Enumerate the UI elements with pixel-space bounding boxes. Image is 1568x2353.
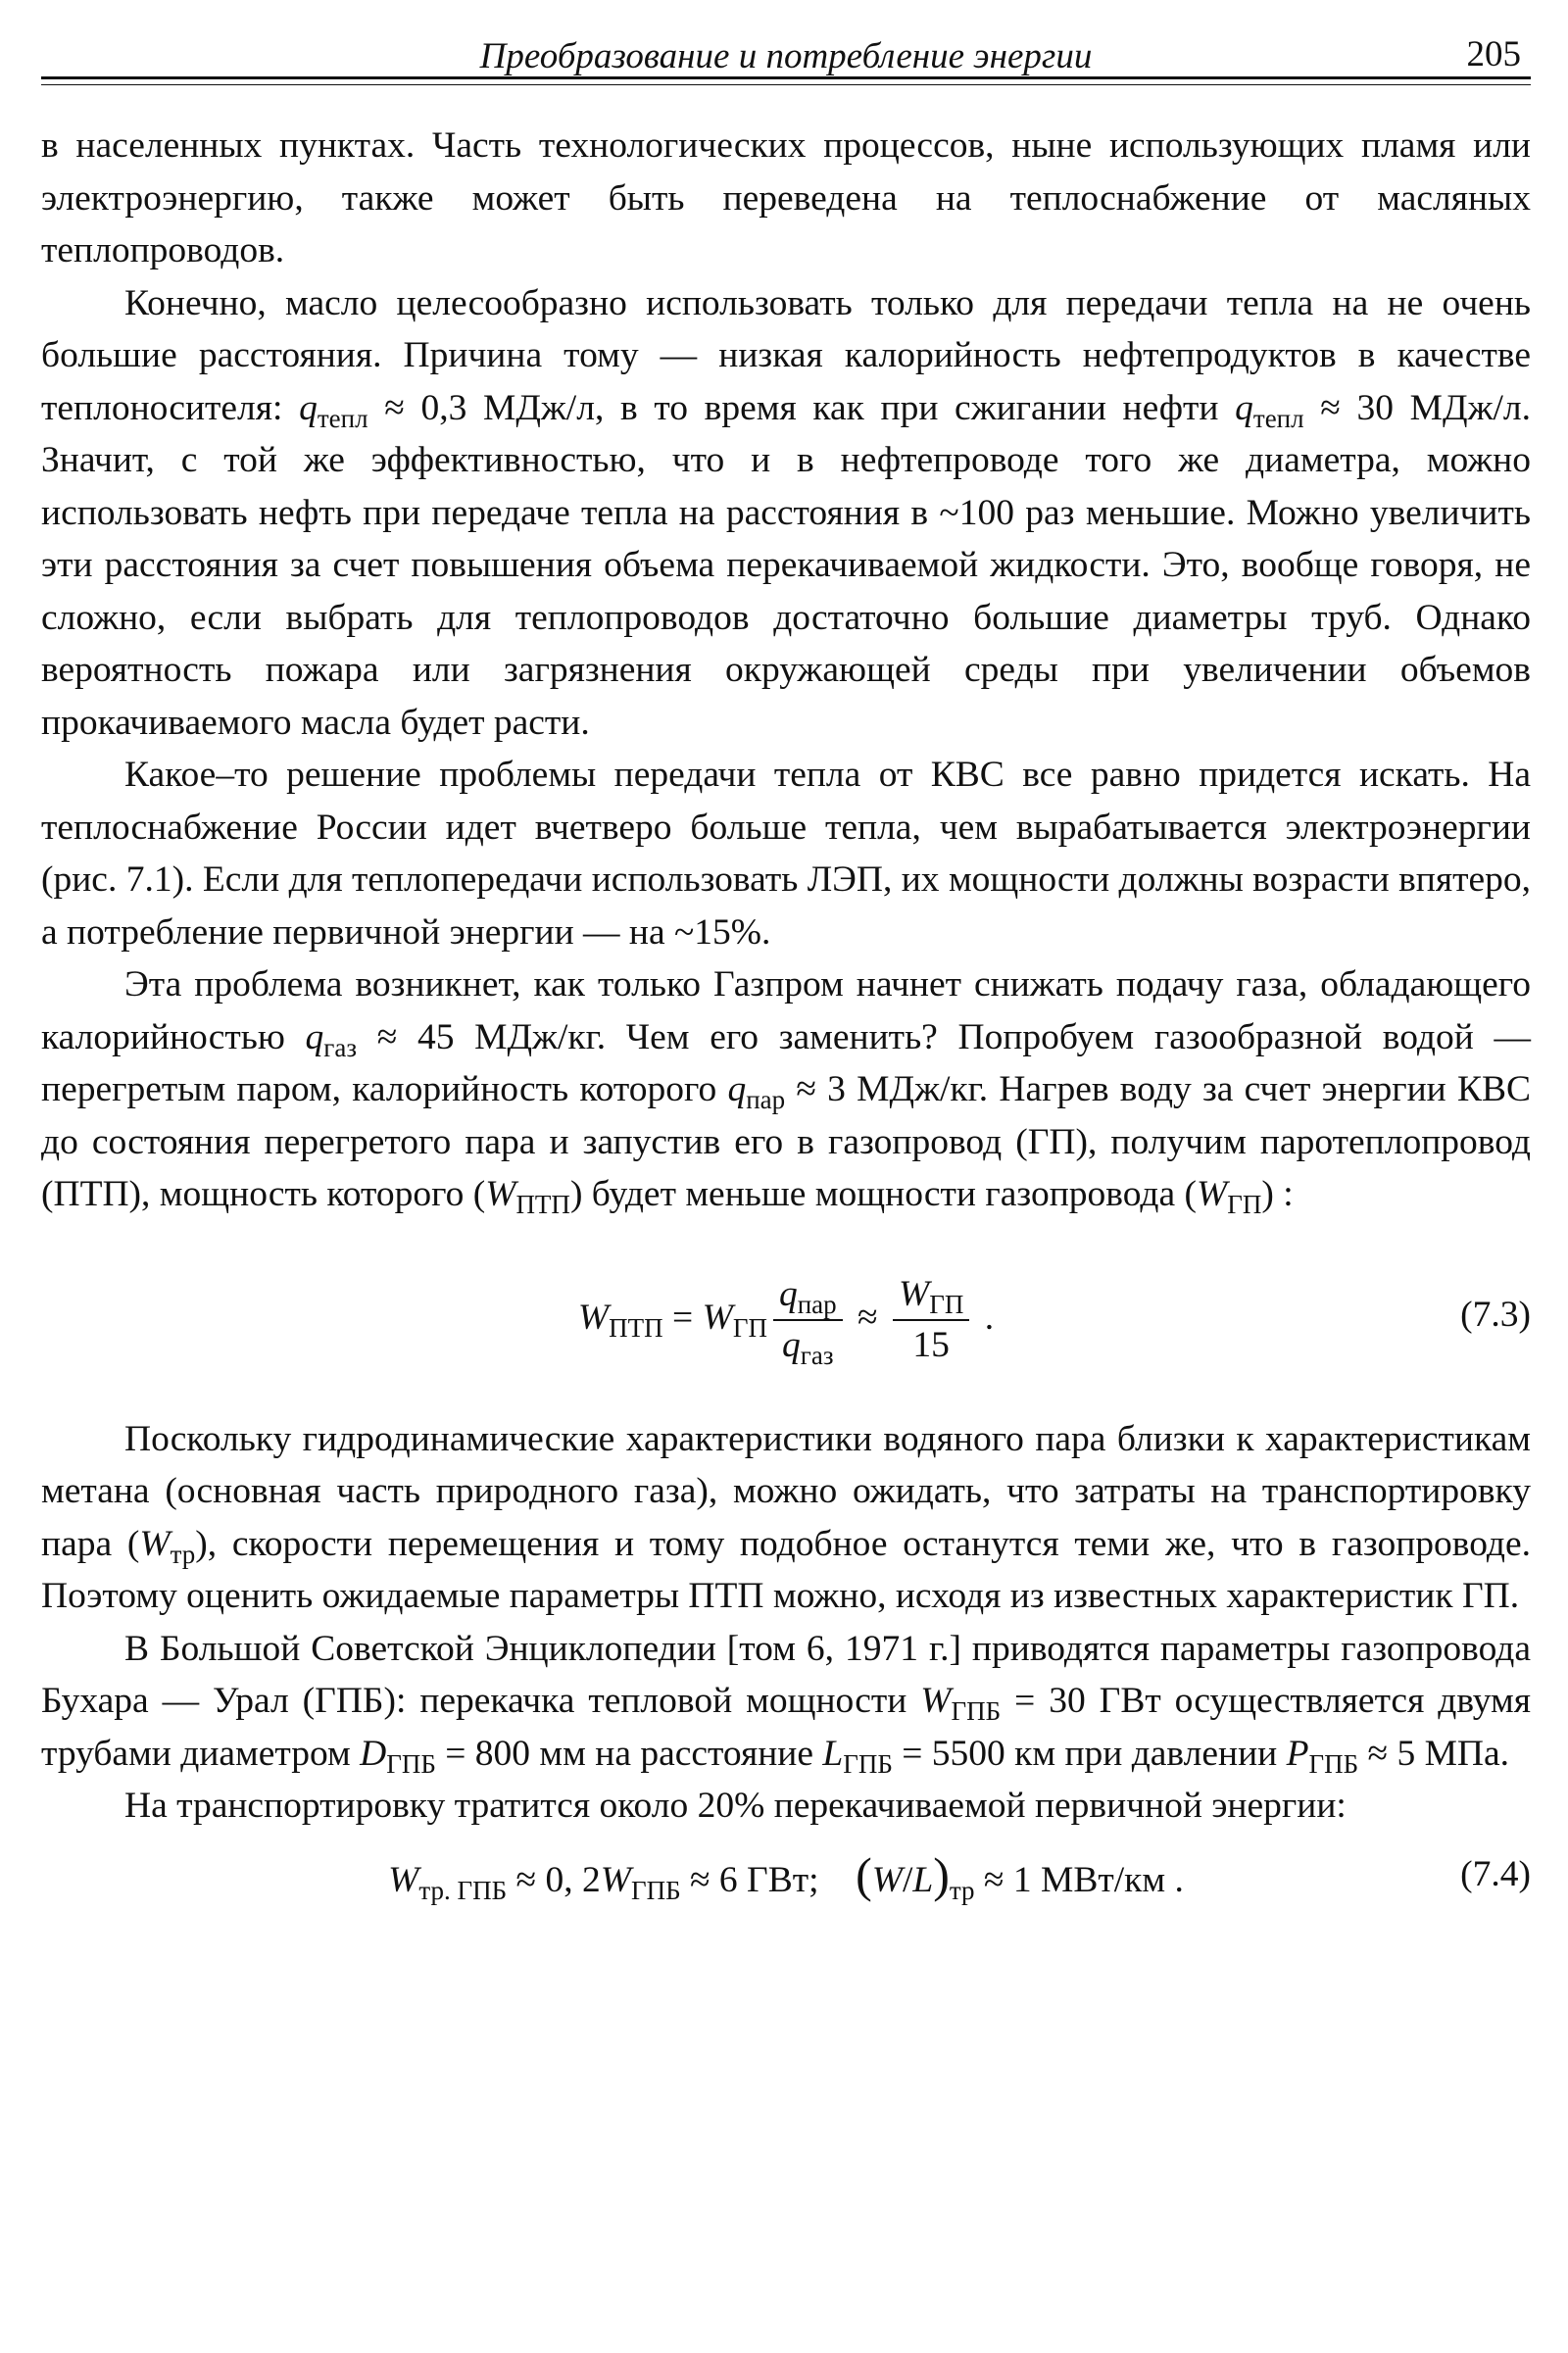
- subscript-gp: ГП: [732, 1312, 767, 1343]
- subscript-gaz: газ: [323, 1032, 358, 1062]
- w-symbol: W: [920, 1681, 952, 1721]
- header-rule-thin: [41, 84, 1531, 85]
- equals-sign: =: [662, 1297, 703, 1338]
- subscript-gpb: ГПБ: [843, 1748, 893, 1779]
- equation-number-7-4: (7.4): [1460, 1853, 1531, 1894]
- subscript-tr: тр: [949, 1875, 975, 1905]
- paragraph-6: [41, 1623, 1531, 1781]
- subscript-gaz: газ: [800, 1340, 834, 1370]
- text-run: Эта проблема возникнет, как только Газпром начнет снижать подачу газа, обладающего калорийностью: [41, 964, 1531, 1057]
- text-run: ), скорости перемещения и тому подобное останутся теми же, что в газопроводе. Поэтому оценить ожидаемые параметры ПТП можно, исходя из известных характеристик ГП.: [41, 1523, 1531, 1616]
- q-symbol: q: [305, 1016, 324, 1057]
- approx-sign: ≈: [848, 1297, 887, 1338]
- p-symbol: P: [1286, 1733, 1309, 1774]
- d-symbol: D: [360, 1733, 387, 1774]
- subscript-ptp: ПТП: [515, 1190, 570, 1219]
- text-run: Поскольку гидродинамические характеристики водяного пара близки к характеристикам метана (основная часть природного газа), можно ожидать, что затраты на транспортировку пара (: [41, 1418, 1531, 1564]
- running-title: Преобразование и потребление энергии: [479, 36, 1093, 76]
- close-paren: ): [933, 1846, 950, 1902]
- fraction-denominator: [773, 1321, 843, 1370]
- subscript-ptp: ПТП: [609, 1312, 663, 1343]
- subscript-gp: ГП: [929, 1289, 964, 1319]
- text-run: Конечно, масло целесообразно использовать только для передачи тепла на не очень большие расстояния. Причина тому — низкая калорийность нефтепродуктов в качестве теплоносителя:: [41, 282, 1531, 428]
- equation-text: ≈ 0, 2: [507, 1859, 601, 1900]
- subscript-tr-gpb: тр. ГПБ: [418, 1875, 508, 1905]
- page-number: 205: [1466, 34, 1521, 74]
- text-run: = 800 мм на расстояние: [435, 1733, 823, 1774]
- w-symbol: W: [600, 1859, 631, 1900]
- text-run: = 5500 км при давлении: [892, 1733, 1287, 1774]
- w-symbol: W: [388, 1859, 419, 1900]
- w-symbol: W: [898, 1273, 930, 1314]
- subscript-tr: тр: [170, 1539, 196, 1569]
- subscript-gpb: ГПБ: [1308, 1748, 1359, 1779]
- fraction-w-gp-over-15: [893, 1270, 969, 1370]
- subscript-gpb: ГПБ: [386, 1748, 436, 1779]
- q-symbol: q: [1235, 387, 1253, 428]
- equation-period: .: [975, 1297, 995, 1338]
- paragraph-1: в населенных пунктах. Часть технологических процессов, ныне использующих пламя или электроэнергию, также может быть переведена на теплоснабжение от масляных теплопроводов.: [41, 125, 1531, 270]
- w-symbol: W: [1197, 1174, 1228, 1214]
- fraction-q-par-over-q-gaz: [773, 1270, 843, 1370]
- text-run: ≈ 0,3 МДж/л, в то время как при сжигании нефти: [368, 387, 1236, 428]
- q-symbol: q: [299, 387, 318, 428]
- text-run: В Большой Советской Энциклопедии [том 6, 1971 г.] приводятся параметры газопровода Бухара — Урал (ГПБ): перекачка тепловой мощности: [41, 1628, 1531, 1721]
- equation-7-4: [41, 1838, 1531, 1911]
- w-symbol: W: [577, 1297, 610, 1338]
- text-run: ≈ 30 МДж/л. Значит, с той же эффективностью, что и в нефтепроводе того же диаметра, можно использовать нефть при передаче тепла на расстояния в ~100 раз меньшие. Можно увеличить эти расстояния за счет повышения объема перекачиваемой жидкости. Это, вообще говоря, не сложно, если выбрать для теплопроводов достаточно большие диаметры труб. Однако вероятность пожара или загрязнения окружающей среды при увеличении объемов прокачиваемого масла будет расти.: [41, 387, 1531, 743]
- slash: /: [902, 1859, 913, 1900]
- equation-text: ≈ 6 ГВт;: [680, 1859, 819, 1900]
- equation-7-3: [41, 1235, 1531, 1401]
- fraction-numerator: [893, 1270, 969, 1321]
- subscript-gpb: ГПБ: [630, 1875, 681, 1905]
- l-symbol: L: [822, 1733, 844, 1774]
- paragraph-4: [41, 958, 1531, 1221]
- q-symbol: q: [778, 1273, 798, 1314]
- paragraph-2: [41, 277, 1531, 750]
- text-run: ) будет меньше мощности газопровода (: [569, 1174, 1197, 1214]
- subscript-gp: ГП: [1227, 1190, 1262, 1219]
- paragraph-3: Какое–то решение проблемы передачи тепла от КВС все равно придется искать. На теплоснабжение России идет вчетверо больше тепла, чем вырабатывается электроэнергии (рис. 7.1). Если для теплопередачи использовать ЛЭП, их мощности должны возрасти впятеро, а потребление первичной энергии — на ~15%.: [41, 755, 1531, 953]
- text-run: ≈ 3 МДж/кг. Нагрев воду за счет энергии КВС до состояния перегретого пара и запустив его в газопровод (ГП), получим паротеплопровод (ПТП), мощность которого (: [41, 1069, 1531, 1214]
- subscript-par: пар: [746, 1085, 786, 1114]
- fraction-numerator: [773, 1270, 843, 1321]
- q-symbol: q: [727, 1069, 747, 1109]
- open-paren: (: [856, 1846, 872, 1902]
- w-symbol: W: [871, 1859, 903, 1900]
- l-symbol: L: [912, 1859, 934, 1900]
- text-run: ≈ 5 МПа.: [1358, 1733, 1510, 1774]
- paragraph-7: На транспортировку тратится около 20% перекачиваемой первичной энергии:: [124, 1786, 1347, 1826]
- header-rule-thick: [41, 76, 1531, 79]
- q-symbol: q: [782, 1324, 801, 1365]
- text-run: ) :: [1261, 1174, 1294, 1214]
- body-text: [41, 120, 1531, 1911]
- w-symbol: W: [702, 1297, 733, 1338]
- subscript-gpb: ГПБ: [951, 1696, 1002, 1726]
- equation-line: [578, 1235, 994, 1401]
- subscript-tepl: тепл: [317, 403, 368, 433]
- equation-body: [41, 1235, 1531, 1401]
- w-symbol: W: [139, 1523, 171, 1564]
- fraction-denominator: 15: [912, 1324, 950, 1365]
- text-run: = 30 ГВт осуществляется двумя трубами диаметром: [41, 1681, 1532, 1774]
- subscript-tepl: тепл: [1252, 403, 1304, 433]
- equation-number-7-3: (7.3): [1460, 1294, 1531, 1335]
- w-symbol: W: [485, 1174, 516, 1214]
- subscript-par: пар: [797, 1289, 837, 1319]
- equation-text: ≈ 1 МВт/км .: [974, 1859, 1184, 1900]
- paragraph-5: [41, 1413, 1531, 1623]
- equation-body: [41, 1838, 1531, 1911]
- text-run: ≈ 45 МДж/кг. Чем его заменить? Попробуем газообразной водой — перегретым паром, калорийность которого: [41, 1016, 1531, 1109]
